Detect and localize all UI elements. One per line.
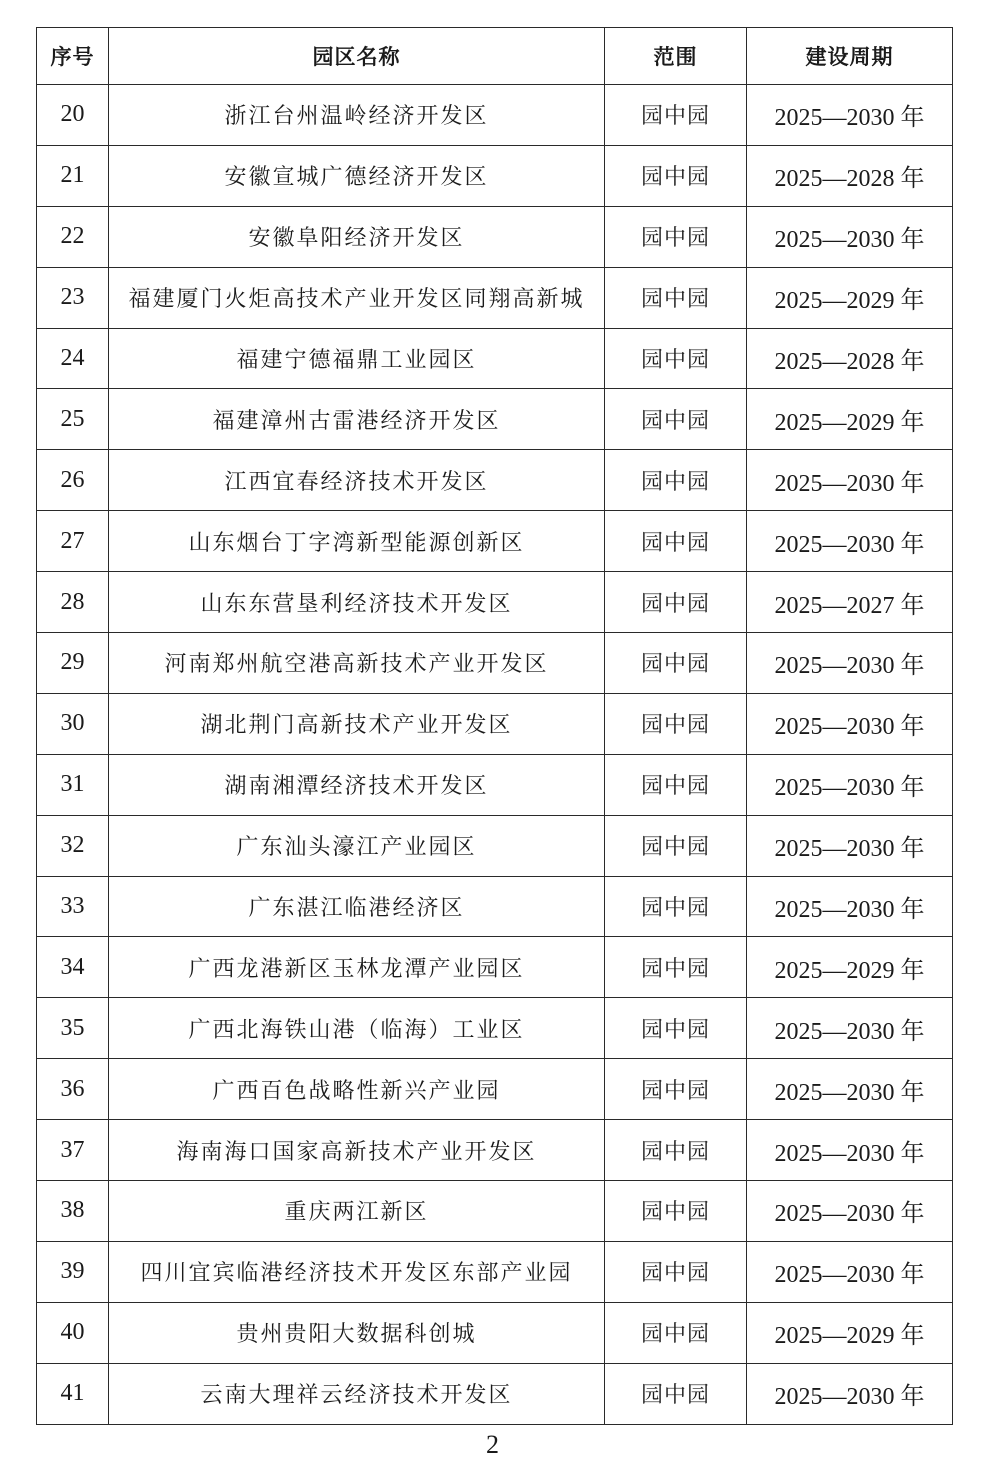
table-row [37, 815, 953, 876]
table-row [37, 876, 953, 937]
row-scope: 园中园 [605, 328, 747, 389]
row-number: 41 [37, 1363, 109, 1424]
row-park-name: 福建厦门火炬高技术产业开发区同翔高新城 [109, 267, 605, 328]
table-row [37, 998, 953, 1059]
row-park-name: 湖北荆门高新技术产业开发区 [109, 693, 605, 754]
row-scope: 园中园 [605, 450, 747, 511]
header-scope: 范围 [605, 28, 747, 85]
row-park-name: 福建宁德福鼎工业园区 [109, 328, 605, 389]
table-row [37, 511, 953, 572]
row-number: 35 [37, 998, 109, 1059]
row-number: 20 [37, 85, 109, 146]
row-park-name: 河南郑州航空港高新技术产业开发区 [109, 633, 605, 694]
row-scope: 园中园 [605, 815, 747, 876]
row-scope: 园中园 [605, 389, 747, 450]
table-row [37, 1241, 953, 1302]
row-scope: 园中园 [605, 206, 747, 267]
row-number: 25 [37, 389, 109, 450]
table-row [37, 572, 953, 633]
row-number: 21 [37, 145, 109, 206]
row-park-name: 福建漳州古雷港经济开发区 [109, 389, 605, 450]
row-period: 2025—2030 年 [747, 85, 953, 146]
row-period: 2025—2030 年 [747, 876, 953, 937]
row-park-name: 重庆两江新区 [109, 1181, 605, 1242]
table-row [37, 1302, 953, 1363]
header-number: 序号 [37, 28, 109, 85]
row-period: 2025—2030 年 [747, 1059, 953, 1120]
row-period: 2025—2028 年 [747, 145, 953, 206]
row-park-name: 广西北海铁山港（临海）工业区 [109, 998, 605, 1059]
row-period: 2025—2030 年 [747, 815, 953, 876]
row-scope: 园中园 [605, 85, 747, 146]
row-number: 34 [37, 937, 109, 998]
table-row [37, 328, 953, 389]
row-park-name: 贵州贵阳大数据科创城 [109, 1302, 605, 1363]
row-scope: 园中园 [605, 633, 747, 694]
row-number: 28 [37, 572, 109, 633]
row-period: 2025—2027 年 [747, 572, 953, 633]
header-park-name: 园区名称 [109, 28, 605, 85]
row-scope: 园中园 [605, 572, 747, 633]
row-number: 22 [37, 206, 109, 267]
row-park-name: 山东烟台丁字湾新型能源创新区 [109, 511, 605, 572]
row-park-name: 广东汕头濠江产业园区 [109, 815, 605, 876]
row-park-name: 云南大理祥云经济技术开发区 [109, 1363, 605, 1424]
row-number: 40 [37, 1302, 109, 1363]
table-row [37, 1059, 953, 1120]
park-list-table-container [36, 27, 952, 1425]
table-body [37, 85, 953, 1425]
row-scope: 园中园 [605, 1302, 747, 1363]
row-park-name: 安徽阜阳经济开发区 [109, 206, 605, 267]
table-row [37, 145, 953, 206]
row-period: 2025—2030 年 [747, 1363, 953, 1424]
row-scope: 园中园 [605, 693, 747, 754]
table-row [37, 633, 953, 694]
row-number: 36 [37, 1059, 109, 1120]
row-park-name: 海南海口国家高新技术产业开发区 [109, 1120, 605, 1181]
row-period: 2025—2030 年 [747, 633, 953, 694]
row-scope: 园中园 [605, 1120, 747, 1181]
row-period: 2025—2030 年 [747, 450, 953, 511]
row-number: 23 [37, 267, 109, 328]
row-number: 29 [37, 633, 109, 694]
header-period: 建设周期 [747, 28, 953, 85]
row-number: 37 [37, 1120, 109, 1181]
row-period: 2025—2030 年 [747, 998, 953, 1059]
row-scope: 园中园 [605, 998, 747, 1059]
row-scope: 园中园 [605, 145, 747, 206]
row-scope: 园中园 [605, 1181, 747, 1242]
row-period: 2025—2030 年 [747, 1120, 953, 1181]
row-number: 30 [37, 693, 109, 754]
table-row [37, 267, 953, 328]
row-number: 32 [37, 815, 109, 876]
row-number: 26 [37, 450, 109, 511]
row-period: 2025—2029 年 [747, 389, 953, 450]
row-period: 2025—2030 年 [747, 1241, 953, 1302]
table-row [37, 1363, 953, 1424]
table-row [37, 693, 953, 754]
row-park-name: 安徽宣城广德经济开发区 [109, 145, 605, 206]
table-row [37, 85, 953, 146]
row-park-name: 江西宜春经济技术开发区 [109, 450, 605, 511]
row-scope: 园中园 [605, 937, 747, 998]
row-scope: 园中园 [605, 1241, 747, 1302]
row-scope: 园中园 [605, 511, 747, 572]
page-number: 2 [486, 1430, 499, 1459]
row-number: 24 [37, 328, 109, 389]
row-scope: 园中园 [605, 267, 747, 328]
row-period: 2025—2030 年 [747, 754, 953, 815]
row-number: 33 [37, 876, 109, 937]
row-number: 31 [37, 754, 109, 815]
row-period: 2025—2028 年 [747, 328, 953, 389]
table-row [37, 206, 953, 267]
table-row [37, 1181, 953, 1242]
table-row [37, 450, 953, 511]
row-period: 2025—2029 年 [747, 1302, 953, 1363]
row-park-name: 广东湛江临港经济区 [109, 876, 605, 937]
row-period: 2025—2030 年 [747, 511, 953, 572]
row-park-name: 广西龙港新区玉林龙潭产业园区 [109, 937, 605, 998]
row-park-name: 四川宜宾临港经济技术开发区东部产业园 [109, 1241, 605, 1302]
row-number: 38 [37, 1181, 109, 1242]
row-scope: 园中园 [605, 1059, 747, 1120]
park-list-table [36, 27, 953, 1425]
row-scope: 园中园 [605, 1363, 747, 1424]
row-scope: 园中园 [605, 754, 747, 815]
row-period: 2025—2029 年 [747, 267, 953, 328]
row-number: 39 [37, 1241, 109, 1302]
row-scope: 园中园 [605, 876, 747, 937]
table-row [37, 389, 953, 450]
table-row [37, 1120, 953, 1181]
row-number: 27 [37, 511, 109, 572]
table-header-row [37, 28, 953, 85]
table-row [37, 754, 953, 815]
row-park-name: 湖南湘潭经济技术开发区 [109, 754, 605, 815]
row-period: 2025—2030 年 [747, 1181, 953, 1242]
row-park-name: 广西百色战略性新兴产业园 [109, 1059, 605, 1120]
row-period: 2025—2030 年 [747, 206, 953, 267]
row-park-name: 山东东营垦利经济技术开发区 [109, 572, 605, 633]
row-park-name: 浙江台州温岭经济开发区 [109, 85, 605, 146]
row-period: 2025—2030 年 [747, 693, 953, 754]
row-period: 2025—2029 年 [747, 937, 953, 998]
table-row [37, 937, 953, 998]
